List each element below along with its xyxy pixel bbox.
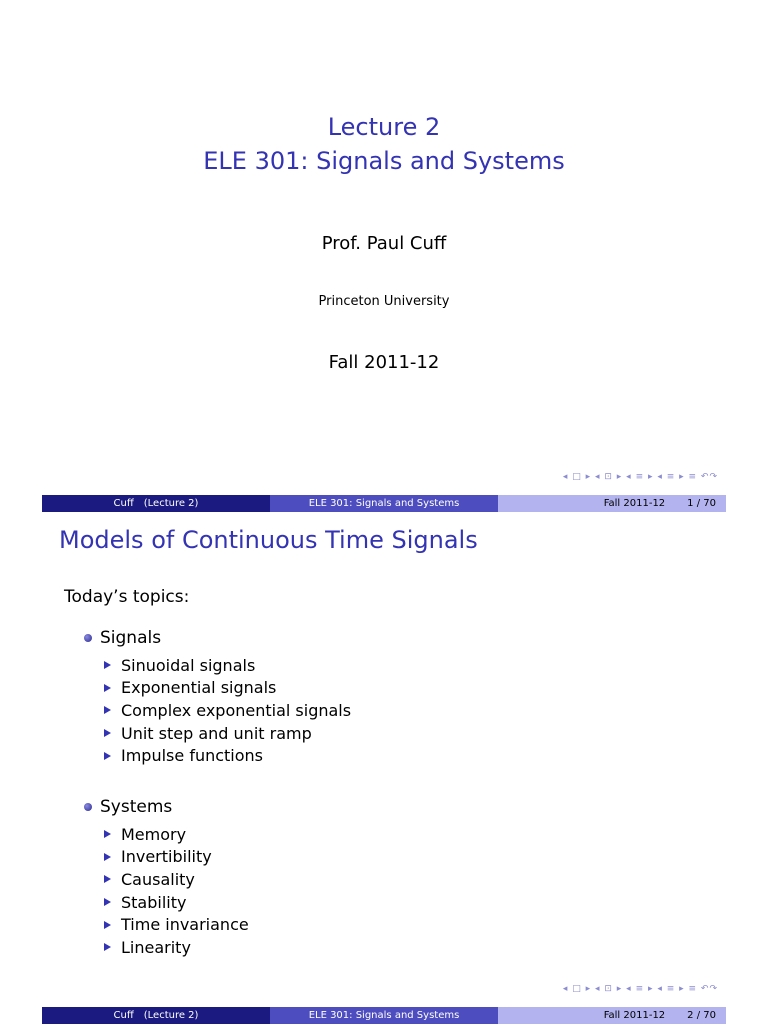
list-item-text: Exponential signals bbox=[121, 678, 277, 698]
list-item bbox=[104, 677, 351, 700]
systems-list bbox=[84, 823, 249, 959]
list-item bbox=[104, 868, 249, 891]
triangle-bullet-icon bbox=[104, 729, 111, 737]
frame-title: Models of Continuous Time Signals bbox=[59, 526, 478, 554]
lecture-title-line1: Lecture 2 bbox=[327, 113, 441, 141]
footer-author bbox=[42, 1007, 270, 1024]
bullet-dot-icon bbox=[84, 634, 92, 642]
footer-page-number: 2 / 70 bbox=[687, 1010, 716, 1021]
topics-slide bbox=[42, 512, 726, 1024]
footer-date: Fall 2011-12 bbox=[603, 1010, 666, 1021]
list-item-text: Sinuoidal signals bbox=[121, 655, 256, 675]
list-item-text: Stability bbox=[121, 892, 187, 912]
title-slide bbox=[42, 0, 726, 512]
footer-bar bbox=[42, 495, 726, 512]
footer-author-name: Cuff bbox=[113, 498, 134, 509]
systems-section bbox=[84, 797, 249, 959]
footer-short-title: (Lecture 2) bbox=[143, 498, 199, 509]
list-item bbox=[104, 891, 249, 914]
list-item-text: Impulse functions bbox=[121, 746, 264, 766]
footer-date: Fall 2011-12 bbox=[603, 498, 666, 509]
triangle-bullet-icon bbox=[104, 875, 111, 883]
triangle-bullet-icon bbox=[104, 943, 111, 951]
triangle-bullet-icon bbox=[104, 706, 111, 714]
list-item-text: Memory bbox=[121, 824, 187, 844]
footer-course: ELE 301: Signals and Systems bbox=[270, 1007, 498, 1024]
institution: Princeton University bbox=[318, 294, 450, 309]
triangle-bullet-icon bbox=[104, 853, 111, 861]
list-item-text: Unit step and unit ramp bbox=[121, 723, 312, 743]
intro-text: Today’s topics: bbox=[64, 587, 190, 607]
footer-course: ELE 301: Signals and Systems bbox=[270, 495, 498, 512]
footer-page-number: 1 / 70 bbox=[687, 498, 716, 509]
signals-section bbox=[84, 628, 351, 767]
systems-label: Systems bbox=[100, 797, 173, 817]
footer-author bbox=[42, 495, 270, 512]
list-item bbox=[104, 846, 249, 869]
footer-date-page bbox=[498, 1007, 726, 1024]
beamer-nav-symbols[interactable]: ◂ □ ▸ ◂ ⊡ ▸ ◂ ≡ ▸ ◂ ≡ ▸ ≡ ↶↷ bbox=[562, 984, 718, 994]
list-item bbox=[104, 823, 249, 846]
date: Fall 2011-12 bbox=[328, 352, 440, 373]
footer-author-name: Cuff bbox=[113, 1010, 134, 1021]
list-item-text: Complex exponential signals bbox=[121, 700, 352, 720]
footer-bar bbox=[42, 1007, 726, 1024]
list-item bbox=[104, 654, 351, 677]
list-item bbox=[104, 744, 351, 767]
beamer-nav-symbols[interactable]: ◂ □ ▸ ◂ ⊡ ▸ ◂ ≡ ▸ ◂ ≡ ▸ ≡ ↶↷ bbox=[562, 472, 718, 482]
list-item-text: Causality bbox=[121, 869, 195, 889]
list-item-text: Linearity bbox=[121, 937, 191, 957]
triangle-bullet-icon bbox=[104, 752, 111, 760]
lecture-title bbox=[42, 110, 726, 178]
list-item bbox=[104, 913, 249, 936]
triangle-bullet-icon bbox=[104, 921, 111, 929]
author: Prof. Paul Cuff bbox=[321, 233, 447, 254]
list-item bbox=[104, 699, 351, 722]
list-item-text: Invertibility bbox=[121, 847, 212, 867]
lecture-title-line2: ELE 301: Signals and Systems bbox=[203, 147, 565, 175]
signals-label: Signals bbox=[100, 628, 162, 648]
triangle-bullet-icon bbox=[104, 830, 111, 838]
bullet-dot-icon bbox=[84, 803, 92, 811]
list-item-text: Time invariance bbox=[121, 915, 249, 935]
signals-list bbox=[84, 654, 351, 767]
list-item bbox=[104, 936, 249, 959]
triangle-bullet-icon bbox=[104, 898, 111, 906]
footer-date-page bbox=[498, 495, 726, 512]
triangle-bullet-icon bbox=[104, 661, 111, 669]
footer-short-title: (Lecture 2) bbox=[143, 1010, 199, 1021]
list-item bbox=[104, 722, 351, 745]
triangle-bullet-icon bbox=[104, 684, 111, 692]
